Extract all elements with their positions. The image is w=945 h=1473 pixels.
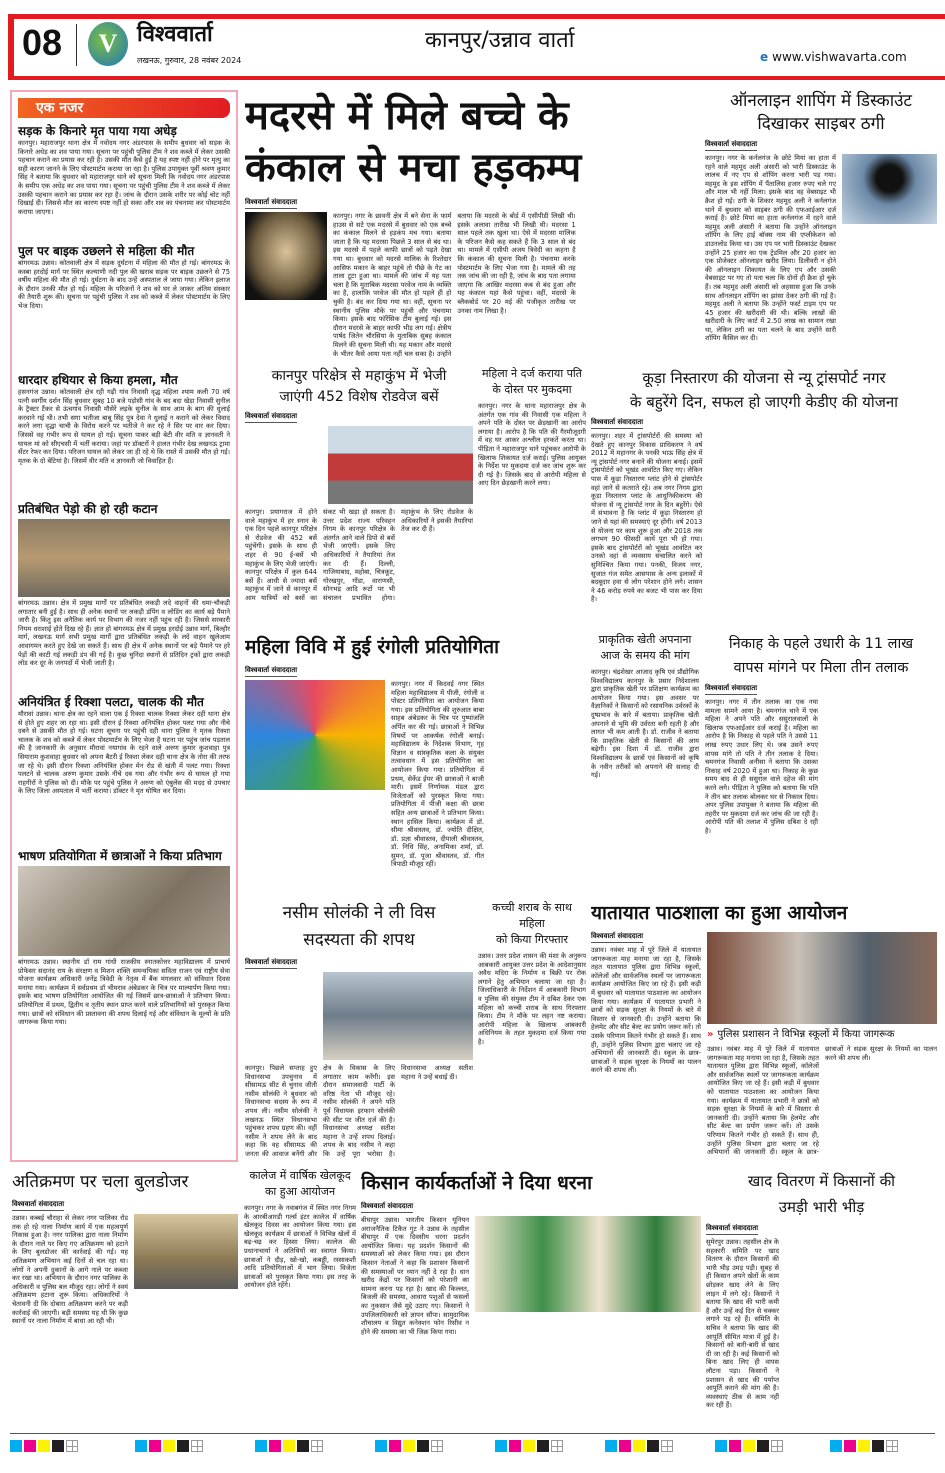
color-swatch [163,1440,175,1452]
atikraman-headline: अतिक्रमण पर चला बुलडोजर [12,1172,189,1192]
kooda-article [591,366,937,606]
college-headline [244,1168,356,1200]
prakritik-headline [591,632,699,664]
headline-line: कूड़ा निस्तारण की योजना से न्यू ट्रांसपोर्ट नगर [642,369,886,387]
cmyk-swatch-group [715,1440,783,1454]
brief-headline: सड़क के किनारे मृत पाया गया अधेड़ [18,124,177,138]
headline-line: उमड़ी भारी भीड़ [778,1198,865,1216]
buses-headline [245,366,473,408]
article-body: उन्नाव। कब्बई चौराहा से लेकर नगर पालिका रोड तक हो रहे नाला निर्माण कार्य में एक महत्वपूर्ण निकास हुआ है। नगर पालिका द्वारा नाला निर्माण के दौरान नाले पर किए गए अतिक्रमण को हटाने के लिए बुलडोजर की कार्रवाई की गई। यह अतिक्रमण अभियान कई दिनों से चल रहा था। लोगों ने अपनी दुकानों के आगे नाले पर कब्जा कर रखा था। अभियान के दौरान नगर पालिका के अधिकारी व पुलिस बल मौजूद रहा। लोगों ने स्वयं अतिक्रमण हटाना शुरू किया। अधिकारियों ने चेतावनी दी कि दोबारा अतिक्रमण करने पर कड़ी कार्रवाई की जाएगी। बड़ी समस्या यह थी कि कुछ स्थानों पर नाला निर्माण में बाधा आ रही थी। [12,1214,128,1326]
color-swatch [417,1440,429,1452]
divider [76,24,77,66]
rangoli-headline: महिला विवि में हुई रंगोली प्रतियोगिता [245,636,500,658]
callout-text: पुलिस प्रशासन ने विभिन्न स्कूलों में किया जागरूक [717,1029,895,1040]
khad-headline [706,1168,937,1220]
brief-headline: प्रतिबंधित पेड़ो की हो रही कटान [18,502,158,516]
headline-line: सदस्यता की शपथ [303,930,415,950]
crosshair-mark [66,1440,78,1452]
byline: विश्ववार्ता संवाददाता [361,1202,413,1213]
atikraman-article [12,1168,238,1430]
rangoli-photo [245,680,385,790]
headline-line: कच्ची शराब के साथ महिला [492,901,572,930]
byline: विश्ववार्ता संवाददाता [706,1224,758,1235]
skeleton-photo [245,212,327,300]
prakritik-article [591,632,699,896]
headline-line: कालेज में वार्षिक खेलकूद [249,1169,351,1182]
crosshair-mark [886,1440,898,1452]
byline: विश्ववार्ता संवाददाता [245,958,297,969]
byline: विश्ववार्ता संवाददाता [12,1200,64,1211]
sidebar-content [18,122,230,1158]
article-body: कानपुर। नगर में तीन तलाक का एक नया मामला सामने आया है। चमनगंज थाने में एक महिला ने अपने पति और ससुरालवालों के खिलाफ एफआईआर दर्ज कराई है। महिला का आरोप है कि निकाह से पहले पति ने उससे 11 लाख रुपए उधार लिए थे। जब उसने रुपए वापस मांगे तो पति ने तीन तलाक दे दिया। चमनगंज निवासी अनीसा ने बताया कि उसका निकाह वर्ष 2020 में हुआ था। निकाह के कुछ समय बाद से ही ससुराल वाले दहेज की मांग करने लगे। पीड़िता ने पुलिस को बताया कि पति ने तीन बार तलाक बोलकर घर से निकाल दिया। अपर पुलिस उपायुक्त ने बताया कि महिला की तहरीर पर मुकदमा दर्ज कर जांच की जा रही है। आरोपी पति की तलाश में पुलिस दबिश दे रही है। [705,698,818,835]
yatayat-callout [707,1028,937,1042]
headline-line: को किया गिरफ्तार [496,933,568,946]
website-link[interactable] [760,50,907,64]
color-swatch [523,1440,535,1452]
byline: विश्ववार्ता संवाददाता [245,666,297,677]
article-body: कानपुर। चंद्रशेखर आजाद कृषि एवं प्रौद्योगिक विश्वविद्यालय कानपुर के प्रसार निदेशालय द्वारा प्राकृतिक खेती पर प्रशिक्षण कार्यक्रम का आयोजन किया गया। इस अवसर पर वैज्ञानिकों ने किसानों को रसायनिक उर्वरकों के दुष्प्रभाव के बारे में बताया। प्राकृतिक खेती अपनाने से भूमि की उर्वरता बनी रहती है और लागत भी कम आती है। डॉ. राजीव ने बताया कि प्राकृतिक खेती से किसानों की आय बढ़ेगी। इस दिशा में डॉ. राजीव द्वारा विश्वविद्यालय के छात्रों एवं किसानों को कृषि के नवीन तरीकों को अपनाने की सलाह दी गई। [591,668,699,780]
article-body: कानपुर। नगर में किदवई नगर स्थित महिला महाविद्यालय में पीजी, रंगोली व पोस्टर प्रतियोगिता का आयोजन किया गया। इस प्रतियोगिता की शुरुआत बाबा साहब अंबेडकर के चित्र पर पुष्पांजलि अर्पित कर की गई। छात्राओं ने विभिन्न विषयों पर आकर्षक रंगोली बनाई। महाविद्यालय के निदेशक विभाग, गृह विज्ञान व सांस्कृतिक कला के संयुक्त तत्वावधान में इस प्रतियोगिता का आयोजन किया गया। प्रतियोगिता में प्रथम, सेकेंड ईयर की छात्राओं ने बाजी मारी। इसमें निर्णायक मंडल द्वारा विजेताओं को पुरस्कृत किया गया। प्रतियोगिता में पीजी कक्षा की छात्रा सहित अन्य छात्राओं ने प्रतिभाग किया। स्थान हासिल किया। कार्यक्रम में डॉ. सीमा श्रीवास्तव, डॉ. ज्योति दीक्षित, डॉ. प्रज्ञा श्रीवास्तव, दीपाली श्रीवास्तव, डॉ. निधि सिंह, अनामिका शर्मा, डॉ. सुमन, डॉ. पूजा श्रीवास्तव, डॉ. गीत त्रिपाठी मौजूद रहीं। [391,680,484,869]
mahila-case-headline [478,366,586,398]
color-swatch [389,1440,401,1452]
color-swatch [255,1440,267,1452]
buses-photo [328,426,473,504]
brief-body: बांगरमऊ उन्नाव। स्थानीय डॉ राम गांधी राजकीय स्नातकोत्तर महाविद्यालय में प्राचार्य प्रोफेसर सदानंद राय के संरक्षण व मिशन शक्ति समन्वयिका सविता राजन एवं राष्ट्रीय सेवा योजना कार्यक्रम अधिकारी जनेंद्र त्रिवेदी के नेतृत्व में बैंक मंगलवार को संविधान दिवस मनाया गया। कार्यक्रम में सर्वप्रथम डॉ भीमराव अंबेडकर के चित्र पर माल्यार्पण किया गया। इसके बाद भाषण प्रतियोगिता आयोजित की गई जिसमें छात्र-छात्राओं ने प्रतिभाग किया। प्रतियोगिता में प्रथम, द्वितीय व तृतीय स्थान प्राप्त करने वाले प्रतिभागियों को पुरस्कृत किया गया। छात्रों को संविधान की प्रस्तावना की शपथ दिलाई गई और संविधान के मूल्यों के प्रति जागरूक किया गया। [18,958,230,1027]
color-swatch [830,1440,842,1452]
headline-line: निकाह के पहले उधारी के 11 लाख [728,636,914,652]
headline-line: के बहुरेंगे दिन, सफल हो जाएगी केडीए की योजना [629,393,899,411]
protest-photo [475,1216,701,1312]
kooda-headline [591,366,937,414]
color-swatch [729,1440,741,1452]
lead-headline [245,90,700,194]
cmyk-swatch-group [375,1440,443,1454]
online-article [705,90,937,360]
brand-name: विश्ववार्ता [137,22,213,47]
timber-photo [18,519,230,597]
kachchi-headline [478,900,586,948]
color-swatch [872,1440,884,1452]
color-swatch [24,1440,36,1452]
lead-headline-line: मदरसे में मिले बच्चे के [245,93,569,139]
brief-body: मौरावां उन्नाव। थाना क्षेत्र का रहने वाला एक ई रिक्शा चालक रिक्शा लेकर दही थाना क्षेत्र से होते हुए शहर जा रहा था। इसी दौरान ई रिक्शा अनियंत्रित होकर पलट गया और नीचे दबने से उसकी मौत हो गई। घटना सूचना पर पहुंची दही थाना पुलिस ने मृतक रिक्शा चालक के शव को कब्जे में लेकर पोस्टमार्टम के लिए भेजा है घटना पर पहुंच जांच पड़ताल की है जानकारी के अनुसार मौरावां नयागांव के रहने वाले अरुण कुमार कुशवाहा पुत्र सियाराम कुशवाहा बुधवार को अपना बैटरी ई रिक्शा लेकर दही थाना क्षेत्र के तोरा की तरफ जा रहे थे। इसी दौरान रिक्शा अनियंत्रित होकर मेन रोड से खंती में पलट गया। रिक्शा पलटने से चालक अरुण कुमार उसके नीचे दब गया और गंभीर रूप से घायल हो गया राहगीरों ने पुलिस को दी। मौके पर पहुंचे पुलिस ने अरुण को एंबुलेंस की मदद से उपचार के लिए जिला अस्पताल में भर्ती कराया। डॉक्टर ने मृत घोषित कर दिया। [18,710,230,796]
brief-headline: भाषण प्रतियोगिता में छात्राओं ने किया प्रतिभाग [18,849,222,863]
naseem-headline [245,900,473,954]
headline-line: दिखाकर साइबर ठगी [757,114,885,134]
mahila-case-article [478,366,586,606]
cmyk-swatch-group [10,1440,78,1454]
kisan-headline: किसान कार्यकर्ताओं ने दिया धरना [361,1172,592,1194]
cmyk-swatch-group [495,1440,563,1454]
browser-icon: e [760,50,769,64]
naseem-article [245,900,473,1162]
color-swatch [757,1440,769,1452]
kachchi-article [478,900,586,1162]
article-body: कानपुर। नगर के थाना महाराजपुर क्षेत्र के अंतर्गत एक गांव की निवासी एक महिला ने अपने पति के दोस्त पर छेड़खानी का आरोप लगाया है। आरोप है कि पति की गैरमौजूदगी में वह घर आकर अश्लील हरकतें करता था। पीड़िता ने महाराजपुर थाने पहुंचकर आरोपी के खिलाफ शिकायत दर्ज कराई। पुलिस आयुक्त के निर्देश पर मुकदमा दर्ज कर जांच शुरू कर दी गई है। जिसके बाद से आरोपी महिला से आए दिन छेड़खानी करने लगा। [478,402,586,488]
color-swatch [10,1440,22,1452]
color-swatch [509,1440,521,1452]
footer-rule [10,1433,935,1434]
dateline: लखनऊ, गुरुवार, 28 नवंबर 2024 [137,56,242,65]
chevron-right-icon: » [707,1029,714,1040]
color-swatch [403,1440,415,1452]
color-swatch [149,1440,161,1452]
cmyk-swatch-group [830,1440,898,1454]
brief-body: बांगरमऊ उन्नाव। क्षेत्र में प्रमुख मार्गों पर प्रतिबंधित लकड़ी लदे वाहनों की धमा-चौकड़ी लगातार बनी हुई है। साथ ही अनेक स्थानों पर लकड़ी डंपिंग व लोडिंग का कार्य बड़े पैमाने जारी है। किंतु इस अनैतिक कार्य पर विभाग की नजर नहीं पहुंच रही है। जिससे सरकारी नियम धराशाई होते दिख रहे हैं। ज्ञात हो बांगरमऊ क्षेत्र में प्रमुख हरदोई उन्नाव मार्ग, बिल्हौर मार्ग, लखनऊ मार्ग सभी प्रमुख मार्गों द्वारा प्रतिबंधित लकड़ी के लदे वाहन खुलेआम आवागमन करते हुए देखे जा सकते हैं। साथ ही क्षेत्र में अनेक स्थानों पर बड़े पैमाने पर हरे पेड़ों की काटी गई लकड़ी डंप की गई है। कुछ चुनिंदा स्थानों से प्रतिदिन ट्रकों द्वारा लकड़ी लोड कर दूर के जनपदों में भेजी जाती है। [18,599,230,668]
color-swatch [375,1440,387,1452]
rangoli-article [245,632,583,896]
section-title: कानपुर/उन्नाव वार्ता [425,28,575,53]
article-body: उन्नाव। नवंबर माह में पूरे जिले में यातायात जागरूकता माह मनाया जा रहा है, जिसके तहत यातायात पुलिस द्वारा विभिन्न स्कूलों, कॉलेजों और सार्वजनिक स्थलों पर जागरूकता कार्यक्रम आयोजित किए जा रहे हैं। इसी कड़ी में बुधवार को यातायात पाठशाला का आयोजन किया गया। कार्यक्रम में यातायात प्रभारी ने छात्रों को सड़क सुरक्षा के नियमों के बारे में विस्तार से जानकारी दी। उन्होंने बताया कि हेलमेट और सीट बेल्ट का प्रयोग जरूर करें। तो उसके परिणाम कितने गंभीर हो सकते हैं। साथ ही, उन्होंने पुलिस विभाग द्वारा चलाए जा रहे अभियानों की जानकारी दी। स्कूल के छात्र-छात्राओं ने सड़क सुरक्षा के नियमों का पालन करने की शपथ ली। [591,946,701,1075]
byline: विश्ववार्ता संवाददाता [705,140,757,151]
cmyk-swatch-group [135,1440,203,1454]
color-swatch [283,1440,295,1452]
crosshair-mark [661,1440,673,1452]
url-text: www.vishwavarta.com [772,50,907,64]
brief-body: कानपुर। महाराजपुर थाना क्षेत्र में नवोदय नगर अंडरपास के समीप बुधवार को सड़क के किनारे अधेड़ का शव पाया गया। सूचना पर पहुंची पुलिस टीम ने शव कब्जे में लेकर उसकी पहचान कराने का प्रयास कर रही है। उसकी मौत कैसे हुई है यह स्पष्ट नहीं होने पर मृत्यु का सही कारण जानने के लिए पोस्टमार्टम कराया जा रहा है। पुलिस उपायुक्त पूर्वी श्रवण कुमार सिंह ने बताया कि बुधवार को महाराजपुर थाने को सूचना मिली कि नवोदय नगर अंडरपास के समीप एक अधेड़ का शव पाया गया। सूचना पर पहुंची पुलिस टीम ने शव कब्जे में लेकर उसकी पहचान कराने का प्रयास कर रहा है। जांच के दौरान उसके शरीर पर कोई चोट नहीं दिखाई दी। जिससे मौत का कारण स्पष्ट नहीं हो सका और शव का पंचनामा कर पोस्टमार्टम कराया जाएगा। [18,139,230,216]
article-body: उन्नाव। नवंबर माह में पूरे जिले में यातायात जागरूकता माह मनाया जा रहा है, जिसके तहत यातायात पुलिस द्वारा विभिन्न स्कूलों, कॉलेजों और सार्वजनिक स्थलों पर जागरूकता कार्यक्रम आयोजित किए जा रहे हैं। इसी कड़ी में बुधवार को यातायात पाठशाला का आयोजन किया गया। कार्यक्रम में यातायात प्रभारी ने छात्रों को सड़क सुरक्षा के नियमों के बारे में विस्तार से जानकारी दी। उन्होंने बताया कि हेलमेट और सीट बेल्ट का प्रयोग जरूर करें। तो उसके परिणाम कितने गंभीर हो सकते हैं। साथ ही, उन्होंने पुलिस विभाग द्वारा चलाए जा रहे अभियानों की जानकारी दी। स्कूल के छात्र-छात्राओं ने सड़क सुरक्षा के नियमों का पालन करने की शपथ ली। [707,1045,937,1157]
color-swatch [52,1440,64,1452]
headline-line: वापस मांगने पर मिला तीन तलाक [733,660,909,676]
crosshair-mark [191,1440,203,1452]
headline-line: नसीम सोलंकी ने ली विस [282,903,436,923]
byline: विश्ववार्ता संवाददाता [705,684,757,695]
article-body: सुमेरपुर उन्नाव। तहसील क्षेत्र के सहकारी समिति पर खाद वितरण के दौरान किसानों की भारी भीड़ उमड़ पड़ी। सुबह से ही किसान अपने खेतों के काम छोड़कर खाद लेने के लिए लाइन में लगे रहे। किसानों ने बताया कि खाद की भारी कमी है और उन्हें कई दिन से चक्कर लगाने पड़ रहे हैं। समिति के सचिव ने बताया कि खाद की आपूर्ति सीमित मात्रा में हुई है। किसानों को बारी-बारी से खाद दी जा रही है। कई किसानों को बिना खाद लिए ही वापस लौटना पड़ा। किसानों ने प्रशासन से खाद की पर्याप्त आपूर्ति कराने की मांग की है। व्यवस्थाएं ठीक से काम नहीं कर रही हैं। [706,1238,779,1410]
headline-line: प्राकृतिक खेती अपनाना [598,633,692,646]
nikah-article [705,632,937,896]
bulldozer-photo [134,1214,238,1289]
brief-body: बांगरमऊ उन्नाव। कोतवाली क्षेत्र में सड़क दुर्घटना में महिला की मौत हो गई। बांगरमऊ के कस्बा हरदोई मार्ग पर स्थित कल्याणी नदी पुल की खराब सड़क पर बाइक उछलने से 75 वर्षीय महिला की मौत हो गई। दुर्घटना के बाद उन्हें अस्पताल ले जाया गया। लेकिन इलाज के दौरान उनकी मौत हो गई। महिला के परिजनों ने शव को घर ले जाकर अंतिम संस्कार की तैयारी शुरू की। सूचना पर पहुंची पुलिस ने शव को कब्जे में लेकर पोस्टमार्टम के लिए भेज दिया। [18,259,230,310]
headline-line: महिला ने दर्ज कराया पति [481,367,583,380]
article-body: कानपुर। शहर में ट्रांसपोर्टरों की समस्या को देखते हुए कानपुर विकास प्राधिकरण ने वर्ष 2012 में महानगर के पनकी भाऊ सिंह क्षेत्र में न्यू ट्रांसपोर्ट नगर बनाने की योजना बनाई। इसमें ट्रांसपोर्टरों को भूखंड आवंटित किए गए। लेकिन पास में कूड़ा निस्तारण प्लांट होने से ट्रांसपोर्टर वहां जाने से कतराते रहे। अब नगर निगम द्वारा कूड़ा निस्तारण प्लांट के आधुनिकीकरण की योजना से न्यू ट्रांसपोर्ट नगर के दिन बहुरेंगे। ऐसे में संभावना है कि प्लांट में कूड़ा निस्तारण हो जाने से यहां की समस्याएं दूर होंगी। वर्ष 2013 से योजना पर काम शुरू हुआ और 2018 तक लगभग 90 फीसदी कार्य पूरा भी हो गया। इसके बाद ट्रांसपोर्टरों को भूखंड आवंटित कर उनको वहां से व्यवसाय संचालित करने को सुनिश्चित किया गया। पनकी, विजय नगर, सुजात गंज समेत आसपास के अन्य इलाकों में बदबूदार हवा से लोग परेशान होने लगे। शासन ने 46 करोड़ रुपये का बजट भी पास कर दिया है। [591,432,703,604]
color-swatch [495,1440,507,1452]
article-body: कानपुर। नगर के नवाबगंज में स्थित नगर निगम के आरबीआरडी गर्ल्स इंटर कालेज में वार्षिक खेलकूद दिवस का आयोजन किया गया। इस खेलकूद कार्यक्रम में छात्राओं ने विभिन्न खेलों में बढ़-चढ़ कर हिस्सा लिया। कालेज की प्रधानाचार्या ने अतिथियों का स्वागत किया। छात्राओं ने दौड़, खो-खो, कबड्डी, रस्साकशी आदि प्रतियोगिताओं में भाग लिया। विजेता छात्राओं को पुरस्कृत किया गया। इस तरह के आयोजन होते रहेंगे। [244,1204,356,1290]
color-swatch [647,1440,659,1452]
color-swatch [297,1440,309,1452]
brief-headline: पुल पर बाइक उछलने से महिला की मौत [18,244,195,258]
headline-line: के दोस्त पर मुकदमा [492,383,572,396]
crosshair-mark [431,1440,443,1452]
yatayat-headline: यातायात पाठशाला का हुआ आयोजन [591,902,848,924]
color-swatch [743,1440,755,1452]
article-body: कानपुर। पिछले सप्ताह हुए विधानसभा उपचुनाव में सीसामऊ सीट से चुनाव जीती नसीम सोलंकी ने बुधवार को विधानसभा सदस्य के रूप में शपथ ली। नसीम सोलंकी ने लखनऊ स्थित विधानसभा पहुंचकर शपथ ग्रहण की। वहीं नसीम ने शपथ लेने के बाद कहा कि वह सीसामऊ की जनता की आवाज बनेंगी और क्षेत्र के विकास के लिए लगातार काम करेंगी। इस दौरान समाजवादी पार्टी के वरिष्ठ नेता भी मौजूद रहे। नसीम सोलंकी ने अपने पति पूर्व विधायक इरफान सोलंकी की सीट पर जीत दर्ज की है। विधानसभा अध्यक्ष सतीश महाना ने उन्हें शपथ दिलाई। शपथ के बाद नसीम ने कहा कि उन्हें पूरा भरोसा है। विधानसभा अध्यक्ष सतीश महाना ने उन्हें बधाई दी। [245,1064,473,1158]
headline-line: जाएंगी 452 विशेष रोडवेज बसें [279,389,439,405]
brief-headline: धारदार हथियार से किया हमला, मौत [18,373,178,387]
color-swatch [633,1440,645,1452]
headline-line: आज के समय की मांग [600,649,690,662]
article-body: कानपुर। नगर के कर्नलगंज के छोटे मियां का हाता में रहने वाले महमूद अली अंसारी को भारी डिस्काउंट के लालच में नए एप से शॉपिंग करना भारी पड़ गया। महमूद के इस शॉपिंग में पैंतालिस हजार रुपए चले गए और माल भी नहीं मिला। इसके बाद वह वेबसाइट भी क्रैश हो गई। ठगी के शिकार महमूद अली ने कर्नलगंज थाने में बुधवार को साइबर ठगी की एफआईआर दर्ज कराई है। छोटे मियां का हाता कर्नलगंज में रहने वाले महमूद अली अंसारी ने बताया कि उन्होंने ऑनलाइन शॉपिंग के लिए हाई बॉक्स नाम की एप्लीकेशन को डाउनलोड किया था। उस एप पर भारी डिस्काउंट देखकर उन्होंने 25 हजार का एक ट्रेडमिल और 20 हजार का एक प्रोजेक्टर ऑनलाइन खरीद लिया। डिलीवरी न होने की ऑनलाइन शिकायत के लिए एप और उसकी वेबसाइट पर गए तो पता चला कि दोनों ही क्रैश हो चुके हैं। तब महमूद अली अंसारी को अहसास हुआ कि उनके साथ ऑनलाइन शॉपिंग का झांसा देकर ठगी की गई है। महमूद अली ने बताया कि उन्होंने फर्स्ट टाइम एप पर 45 हजार की खरीदारी की थी। बल्कि लाखों की खरीदारी के लिए कार्ट में 2.50 लाख का सामान रखा था, लेकिन ठगी का पता चलने के बाद उन्होंने सारी शॉपिंग कैंसिल कर दी। [705,154,836,343]
online-headline [705,90,937,136]
byline: विश्ववार्ता संवाददाता [245,412,297,423]
nikah-headline [705,632,937,680]
sidebar-label: एक नजर [18,98,230,118]
color-swatch [858,1440,870,1452]
crosshair-mark [551,1440,563,1452]
cmyk-swatch-group [605,1440,673,1454]
color-swatch [715,1440,727,1452]
brief-body: हसनगंज उन्नाव। कोतवाली क्षेत्र रही गढ़ी गांव निवासी वृद्ध महिला श्याम कली 70 वर्ष पत्नी स्वर्गीय दर्शन सिंह बुधवार सुबह 10 बजे पड़ोसी गांव के बद बदा खेड़ा निवासी सुनील के ट्रैक्टर टैंकर से ऊंचगांव निवासी मौसेरे लड़के सुनील के साथ आम के बाग की धुलाई करवाने गई थी। तभी सगा भतीजा बाबू सिंह पुत्र देवा ने धुलाई न कराने को लेकर विवाद करने लगा वृद्धा चाची के विरोध करने पर भतीजे ने कर रहे ने सिर पर वार कर दिया। जिससे वह गंभीर रूप से घायल हो गई। सूचना पाकर बड़ी बेटी वीर मति व ज्ञानवती ने घायल मां को सीएचसी में भर्ती कराया। जहां पर डॉक्टरों ने हालत गंभीर देख लखनऊ ट्रामा सेंटर रेफर कर दिया। परिजन घायल को लेकर जा ही रहे थे कि रास्ते में उसकी मौत हो गई। मृतक के दो बेटियां है। जिसमें वीर मति व ज्ञानवती जो विवाहित हैं। [18,388,230,465]
headline-line: कानपुर परिक्षेत्र से महाकुंभ में भेजी [271,368,447,384]
college-article [244,1168,356,1430]
article-body: उन्नाव। उत्तर प्रदेश शासन की मंशा के अनुरूप आबकारी आयुक्त उत्तर प्रदेश के आदेशानुसार अवैध मदिरा के निर्माण व बिक्री पर रोक लगाने हेतु अभियान चलाया जा रहा है। जिलाधिकारी के निर्देशन में आबकारी विभाग व पुलिस की संयुक्त टीम ने दबिश देकर एक महिला को कच्ची शराब के साथ गिरफ्तार किया। टीम ने मौके पर लहन नष्ट कराया। आरोपी महिला के खिलाफ आबकारी अधिनियम के तहत मुकदमा दर्ज किया गया है। [478,952,586,1046]
yatayat-article [591,898,937,1162]
hacker-photo [842,154,937,224]
khad-article [706,1168,937,1430]
lead-headline-line: कंकाल से मचा हड़कम्प [245,145,582,191]
kisan-article [361,1168,701,1430]
students-photo [18,866,230,956]
crosshair-mark [311,1440,323,1452]
color-swatch [269,1440,281,1452]
lead-article [245,90,700,360]
color-swatch [844,1440,856,1452]
byline: विश्ववार्ता संवाददाता [591,418,643,429]
color-swatch [135,1440,147,1452]
color-swatch [177,1440,189,1452]
traffic-class-photo [707,932,937,1024]
byline: विश्ववार्ता संवाददाता [245,198,297,209]
page-number: 08 [22,22,63,63]
headline-line: खाद वितरण में किसानों की [748,1172,895,1190]
color-swatch [537,1440,549,1452]
headline-line: ऑनलाइन शापिंग में डिस्काउंट [730,91,912,111]
article-body: बीघापुर उन्नाव। भारतीय किसान यूनियन अराजनैतिक टिकैत गुट ने उन्नाव के तहसील बीघापुर में एक दिवसीय धरना प्रदर्शन आयोजित किया। यह प्रदर्शन किसानों की समस्याओं को लेकर किया गया। इस दौरान किसान नेताओं ने कहा कि प्रशासन किसानों की समस्याओं पर ध्यान नहीं दे रहा है। धान खरीद केंद्रों पर किसानों को परेशानी का सामना करना पड़ रहा है। खाद की किल्लत, बिजली की समस्या, आवारा पशुओं से फसलों का नुकसान जैसे मुद्दे उठाए गए। किसानों ने उपजिलाधिकारी को ज्ञापन सौंपा। सामुदायिक शौचालय व विद्युत कनेक्शन फोन रिसीव न होने की समस्या का भी जिक्र किया गया। [361,1216,469,1336]
article-body: कानपुर। नगर के छावनी क्षेत्र में बने सेना के फार्म हाउस से सटे एक मदरसे में बुधवार को एक बच्चे का कंकाल मिलने से हड़कंप मच गया। बताया जाता है कि यह मदरसा पिछले 3 साल से बंद था। इस मदरसे में पहले काफी छात्रों को पढ़ते देखा गया था। बुधवार को मदरसे मालिक के रिश्तेदार आसिफ मकान के बाहर पहुंचे तो पीछे के गेट का ताला टूटा हुआ था। मामले की जांच में यह पता चला है कि मुताबिक मदरसा परवेज नाम के व्यक्ति का है, हालांकि परवेज की मौत हो पहले ही हो चुकी है। बंद कर दिया गया था। वहीं, सूचना पर स्थानीय पुलिस मौके पर पहुंची और पंचनामा किया। इसके बाद फॉरेंसिक टीम बुलाई गई। इस दौरान मदरसे के बाहर काफी भीड़ लग गई। क्षेत्रीय पार्षद जितेन चौरसिया के मुताबिक सुबह कंकाल मिलने की सूचना मिली थी। यह मकान और मदरसे के भीतर कैसे आया पता नहीं चल सका है। उन्होंने बताया कि मदरसे के बोर्ड में एसीपीडी लिखी थी। इसके अलावा तारीख भी लिखी थी। मदरसा 1 साल पहले तक खुला था। ऐसे में मदरसा मालिक के परिजन कैसे कह सकते हैं कि 3 साल से बंद था। मामले में एसीपी अजय त्रिवेदी का कहना है कि कंकाल की सूचना मिली है। पंचनामा करके पोस्टमार्टम के लिए भेजा गया है। मामले की तह तक जांच की जा रही है, जांच के बाद पता लगाया जाएगा कि आखिर मदरसा कब से बंद हुआ और यह कंकाल यहां कैसे पहुंचा। वहीं, मदरसे के ब्लैकबोर्ड पर 20 मई की पंजीकृत तारीख पर उनका नाम लिखा है। [333,212,576,358]
color-swatch [605,1440,617,1452]
buses-article [245,366,473,606]
brand-logo: V [88,22,128,66]
color-swatch [38,1440,50,1452]
brief-headline: अनियंत्रित ई रिक्शा पलटा, चालक की मौत [18,695,204,709]
cmyk-swatch-group [255,1440,323,1454]
article-body: कानपुर। प्रयागराज में होने वाले महाकुंभ में हर स्नान के एक दिन पहले कानपुर परिक्षेत्र से रोडवेज की 452 बसें पहुंचेंगी। इसके के साथ ही शहर से 90 ई-बसें भी महाकुंभ के लिए भेजी जाएंगी। कानपुर परिक्षेत्र में कुल 644 बसें हैं। आधी से ज्यादा बसें महाकुंभ में जाने से कानपुर में आम यात्रियों को बसों का संकट भी खड़ा हो सकता है। उत्तर प्रदेश राज्य परिवहन निगम के कानपुर परिक्षेत्र के अंतर्गत आने वाले डिपो से बसें भेजी जाएंगी। इसके लिए अधिकारियों ने तैयारियां तेज कर दी हैं। दिल्ली, गाजियाबाद, महोबा, चित्रकूट, गोरखपुर, गोंडा, वाराणसी, सोनभद्र आदि रूटों पर भी संचालन प्रभावित होगा। महाकुंभ के लिए रोडवेज के अधिकारियों ने इसकी तैयारियां तेज कर दी हैं। [245,508,473,602]
crosshair-mark [771,1440,783,1452]
oath-photo [323,972,473,1060]
headline-line: का हुआ आयोजन [264,1185,336,1198]
byline: विश्ववार्ता संवाददाता [591,932,643,943]
color-swatch [619,1440,631,1452]
